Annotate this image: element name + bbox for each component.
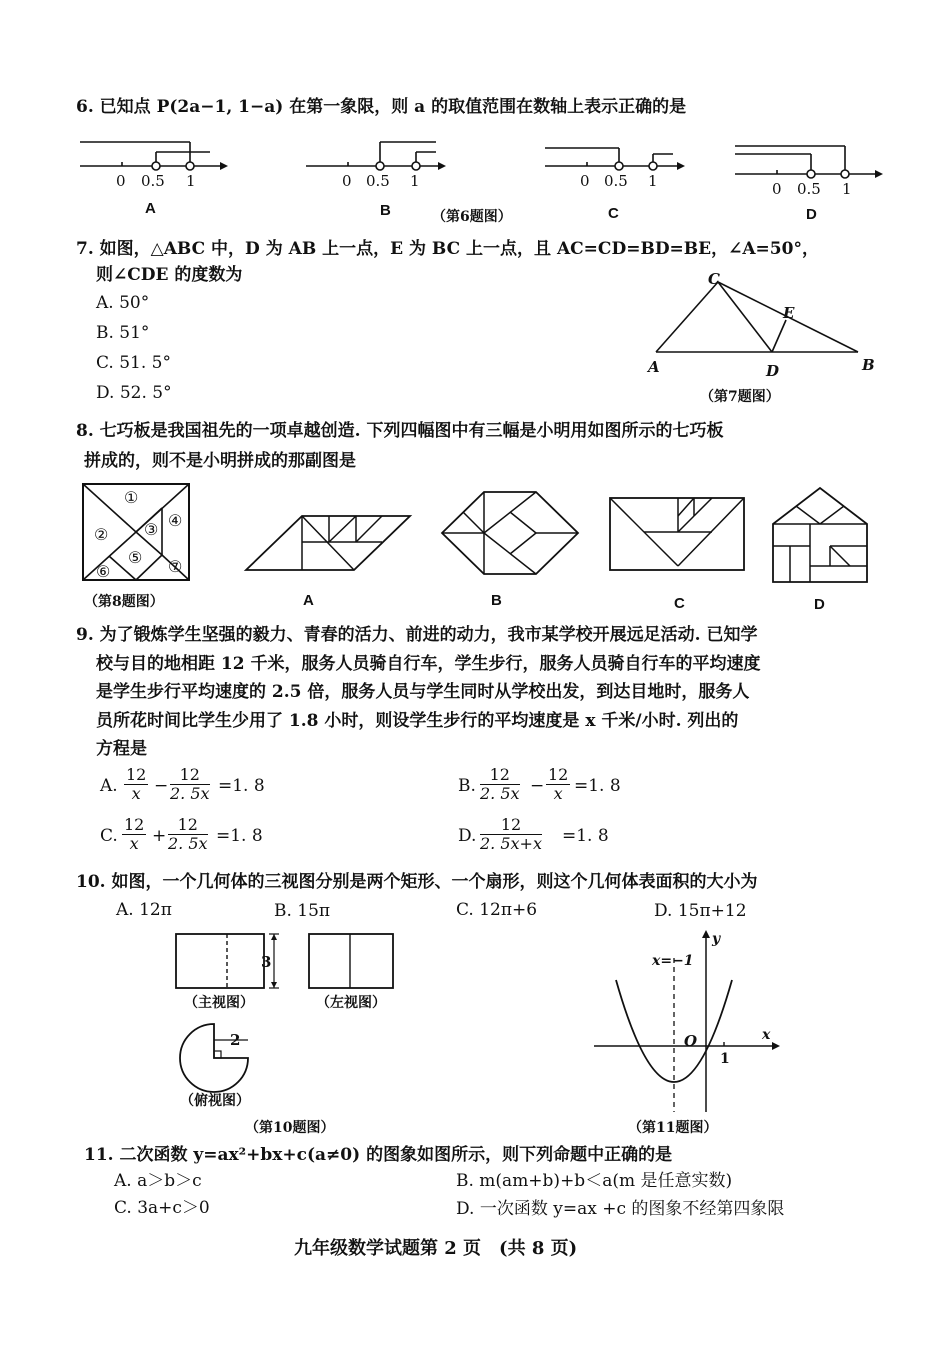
q7-triangle-figure (640, 270, 880, 380)
q7-stem-2: 则∠CDE 的度数为 (96, 265, 243, 285)
q9-line-4: 员所花时间比学生少用了 1.8 小时，则设学生步行的平均速度是 x 千米/小时. 列出的 (96, 711, 739, 731)
q6-d-tick-0: 0 (772, 180, 782, 198)
q7-option-c: C. 51. 5° (96, 353, 171, 373)
q7-option-a: A. 50° (96, 293, 150, 313)
q6-stem: 6. 已知点 P(2a−1, 1−a) 在第一象限，则 a 的取值范围在数轴上表示正确的是 (76, 97, 687, 117)
q7-point-c: C (708, 270, 720, 288)
q6-option-d: D (806, 206, 817, 223)
q9-opt-c-frac-2 (168, 816, 208, 853)
q9-opt-b-frac-2 (546, 766, 570, 803)
q8-figure-a (244, 514, 414, 574)
q8-option-d: D (814, 596, 825, 613)
q9-opt-d-label: D. (458, 826, 477, 846)
q9-opt-c-n2: 12 (168, 816, 208, 835)
q9-opt-a-op: − (154, 776, 169, 796)
q9-opt-c-n1: 12 (124, 815, 145, 834)
q10-top-label: （俯视图） (180, 1093, 250, 1109)
q6-a-tick-1: 1 (186, 172, 196, 190)
q9-opt-a-n1: 12 (126, 765, 147, 784)
q6-c-tick-1: 1 (648, 172, 658, 190)
q6-option-c: C (608, 205, 619, 222)
q11-axis-label: x=−1 (652, 953, 694, 969)
q6-option-b: B (380, 202, 391, 219)
q9-opt-d-frac-1 (480, 816, 542, 853)
q11-option-b: B. m(am+b)+b＜a(m 是任意实数) (456, 1171, 733, 1191)
q11-option-a: A. a＞b＞c (114, 1171, 202, 1191)
q7-point-a: A (648, 358, 660, 376)
q8-option-c: C (674, 595, 685, 612)
q7-stem-1: 7. 如图，△ABC 中，D 为 AB 上一点，E 为 BC 上一点，且 AC=CD=BD=BE，∠A=50°， (76, 239, 819, 259)
q8-option-b: B (491, 592, 502, 609)
q11-one: 1 (720, 1051, 730, 1067)
q9-opt-c-d1: x (129, 834, 139, 853)
q8-piece-3: ③ (144, 520, 159, 539)
q9-opt-d-rhs: =1. 8 (562, 826, 609, 846)
q7-point-d: D (766, 362, 780, 380)
q6-d-tick-05: 0.5 (797, 180, 821, 198)
q6-b-tick-05: 0.5 (366, 172, 390, 190)
q9-opt-c-d2: 2. 5x (168, 834, 208, 853)
q10-dim-height: 3 (261, 953, 272, 971)
q9-opt-a-frac-2 (170, 766, 210, 803)
q9-opt-c-rhs: =1. 8 (216, 826, 263, 846)
page-footer: 九年级数学试题第 2 页 (共 8 页) (294, 1238, 578, 1259)
q10-left-label: （左视图） (316, 995, 386, 1011)
q7-option-b: B. 51° (96, 323, 150, 343)
q9-opt-c-frac-1 (122, 816, 146, 853)
q8-piece-5: ⑤ (128, 548, 143, 567)
q8-piece-2: ② (94, 525, 109, 544)
q7-point-e: E (783, 304, 795, 322)
q9-opt-a-n2: 12 (170, 766, 210, 785)
q9-line-2: 校与目的地相距 12 千米，服务人员骑自行车，学生步行，服务人员骑自行车的平均速度 (96, 654, 761, 674)
q6-d-tick-1: 1 (842, 180, 852, 198)
q8-caption: （第8题图） (84, 594, 164, 610)
q6-c-tick-05: 0.5 (604, 172, 628, 190)
q6-b-tick-0: 0 (342, 172, 352, 190)
q10-option-a: A. 12π (116, 900, 172, 920)
q6-b-tick-1: 1 (410, 172, 420, 190)
q7-option-d: D. 52. 5° (96, 383, 172, 403)
q11-option-c: C. 3a+c＞0 (114, 1198, 210, 1218)
q7-point-b: B (862, 356, 875, 374)
q9-opt-a-d1: x (131, 784, 141, 803)
q6-a-tick-05: 0.5 (141, 172, 165, 190)
q8-piece-4: ④ (168, 511, 183, 530)
q11-x-label: x (762, 1027, 771, 1043)
q10-stem: 10. 如图，一个几何体的三视图分别是两个矩形、一个扇形，则这个几何体表面积的大小为 (76, 872, 758, 892)
q11-y-label: y (712, 931, 721, 947)
q10-caption: （第10题图） (245, 1120, 335, 1136)
q11-stem: 11. 二次函数 y=ax²+bx+c(a≠0) 的图象如图所示，则下列命题中正确的是 (84, 1145, 673, 1165)
q10-dim-radius: 2 (230, 1031, 241, 1049)
q10-front-label: （主视图） (184, 995, 254, 1011)
q11-caption: （第11题图） (628, 1120, 718, 1136)
q8-piece-6: ⑥ (96, 562, 111, 581)
q9-opt-a-rhs: =1. 8 (218, 776, 265, 796)
q11-option-d: D. 一次函数 y=ax +c 的图象不经第四象限 (456, 1199, 785, 1219)
q8-piece-7: ⑦ (168, 557, 183, 576)
q9-opt-d-d1: 2. 5x+x (480, 834, 542, 853)
q9-line-1: 9. 为了锻炼学生坚强的毅力、青春的活力、前进的动力，我市某学校开展远足活动. 已知学 (76, 625, 758, 645)
q9-opt-b-rhs: =1. 8 (574, 776, 621, 796)
q8-figure-b (440, 490, 580, 580)
q9-opt-b-op: − (530, 776, 545, 796)
q9-opt-b-n1: 12 (480, 766, 520, 785)
q9-opt-a-label: A. (100, 776, 118, 796)
q9-opt-a-d2: 2. 5x (170, 784, 210, 803)
q10-left-view (308, 932, 398, 992)
q6-a-tick-0: 0 (116, 172, 126, 190)
q10-option-c: C. 12π+6 (456, 900, 538, 920)
q7-caption: （第7题图） (700, 389, 780, 405)
q9-opt-b-d1: 2. 5x (480, 784, 520, 803)
q6-c-tick-0: 0 (580, 172, 590, 190)
q9-opt-c-op: + (152, 826, 167, 846)
q6-option-a: A (145, 200, 156, 217)
q8-figure-d (770, 486, 870, 586)
q6-caption: （第6题图） (432, 209, 512, 225)
q9-opt-b-n2: 12 (548, 765, 569, 784)
q10-top-view (174, 1018, 264, 1098)
q8-piece-1: ① (124, 488, 139, 507)
q9-opt-d-n1: 12 (480, 816, 542, 835)
q9-line-5: 方程是 (96, 739, 147, 759)
q9-opt-b-frac-1 (480, 766, 520, 803)
q11-origin: O (684, 1032, 698, 1050)
q10-option-b: B. 15π (274, 901, 331, 921)
q9-line-3: 是学生步行平均速度的 2.5 倍，服务人员与学生同时从学校出发，到达目地时，服务人 (96, 682, 750, 702)
q8-option-a: A (303, 592, 314, 609)
q9-opt-c-label: C. (100, 826, 118, 846)
q9-opt-b-d2: x (553, 784, 563, 803)
q9-opt-a-frac-1 (124, 766, 148, 803)
q8-stem-1: 8. 七巧板是我国祖先的一项卓越创造. 下列四幅图中有三幅是小明用如图所示的七巧板 (76, 421, 724, 441)
q8-stem-2: 拼成的，则不是小明拼成的那副图是 (84, 451, 356, 471)
q9-opt-b-label: B. (458, 776, 476, 796)
q8-figure-c (608, 496, 748, 572)
q10-option-d: D. 15π+12 (654, 901, 747, 921)
